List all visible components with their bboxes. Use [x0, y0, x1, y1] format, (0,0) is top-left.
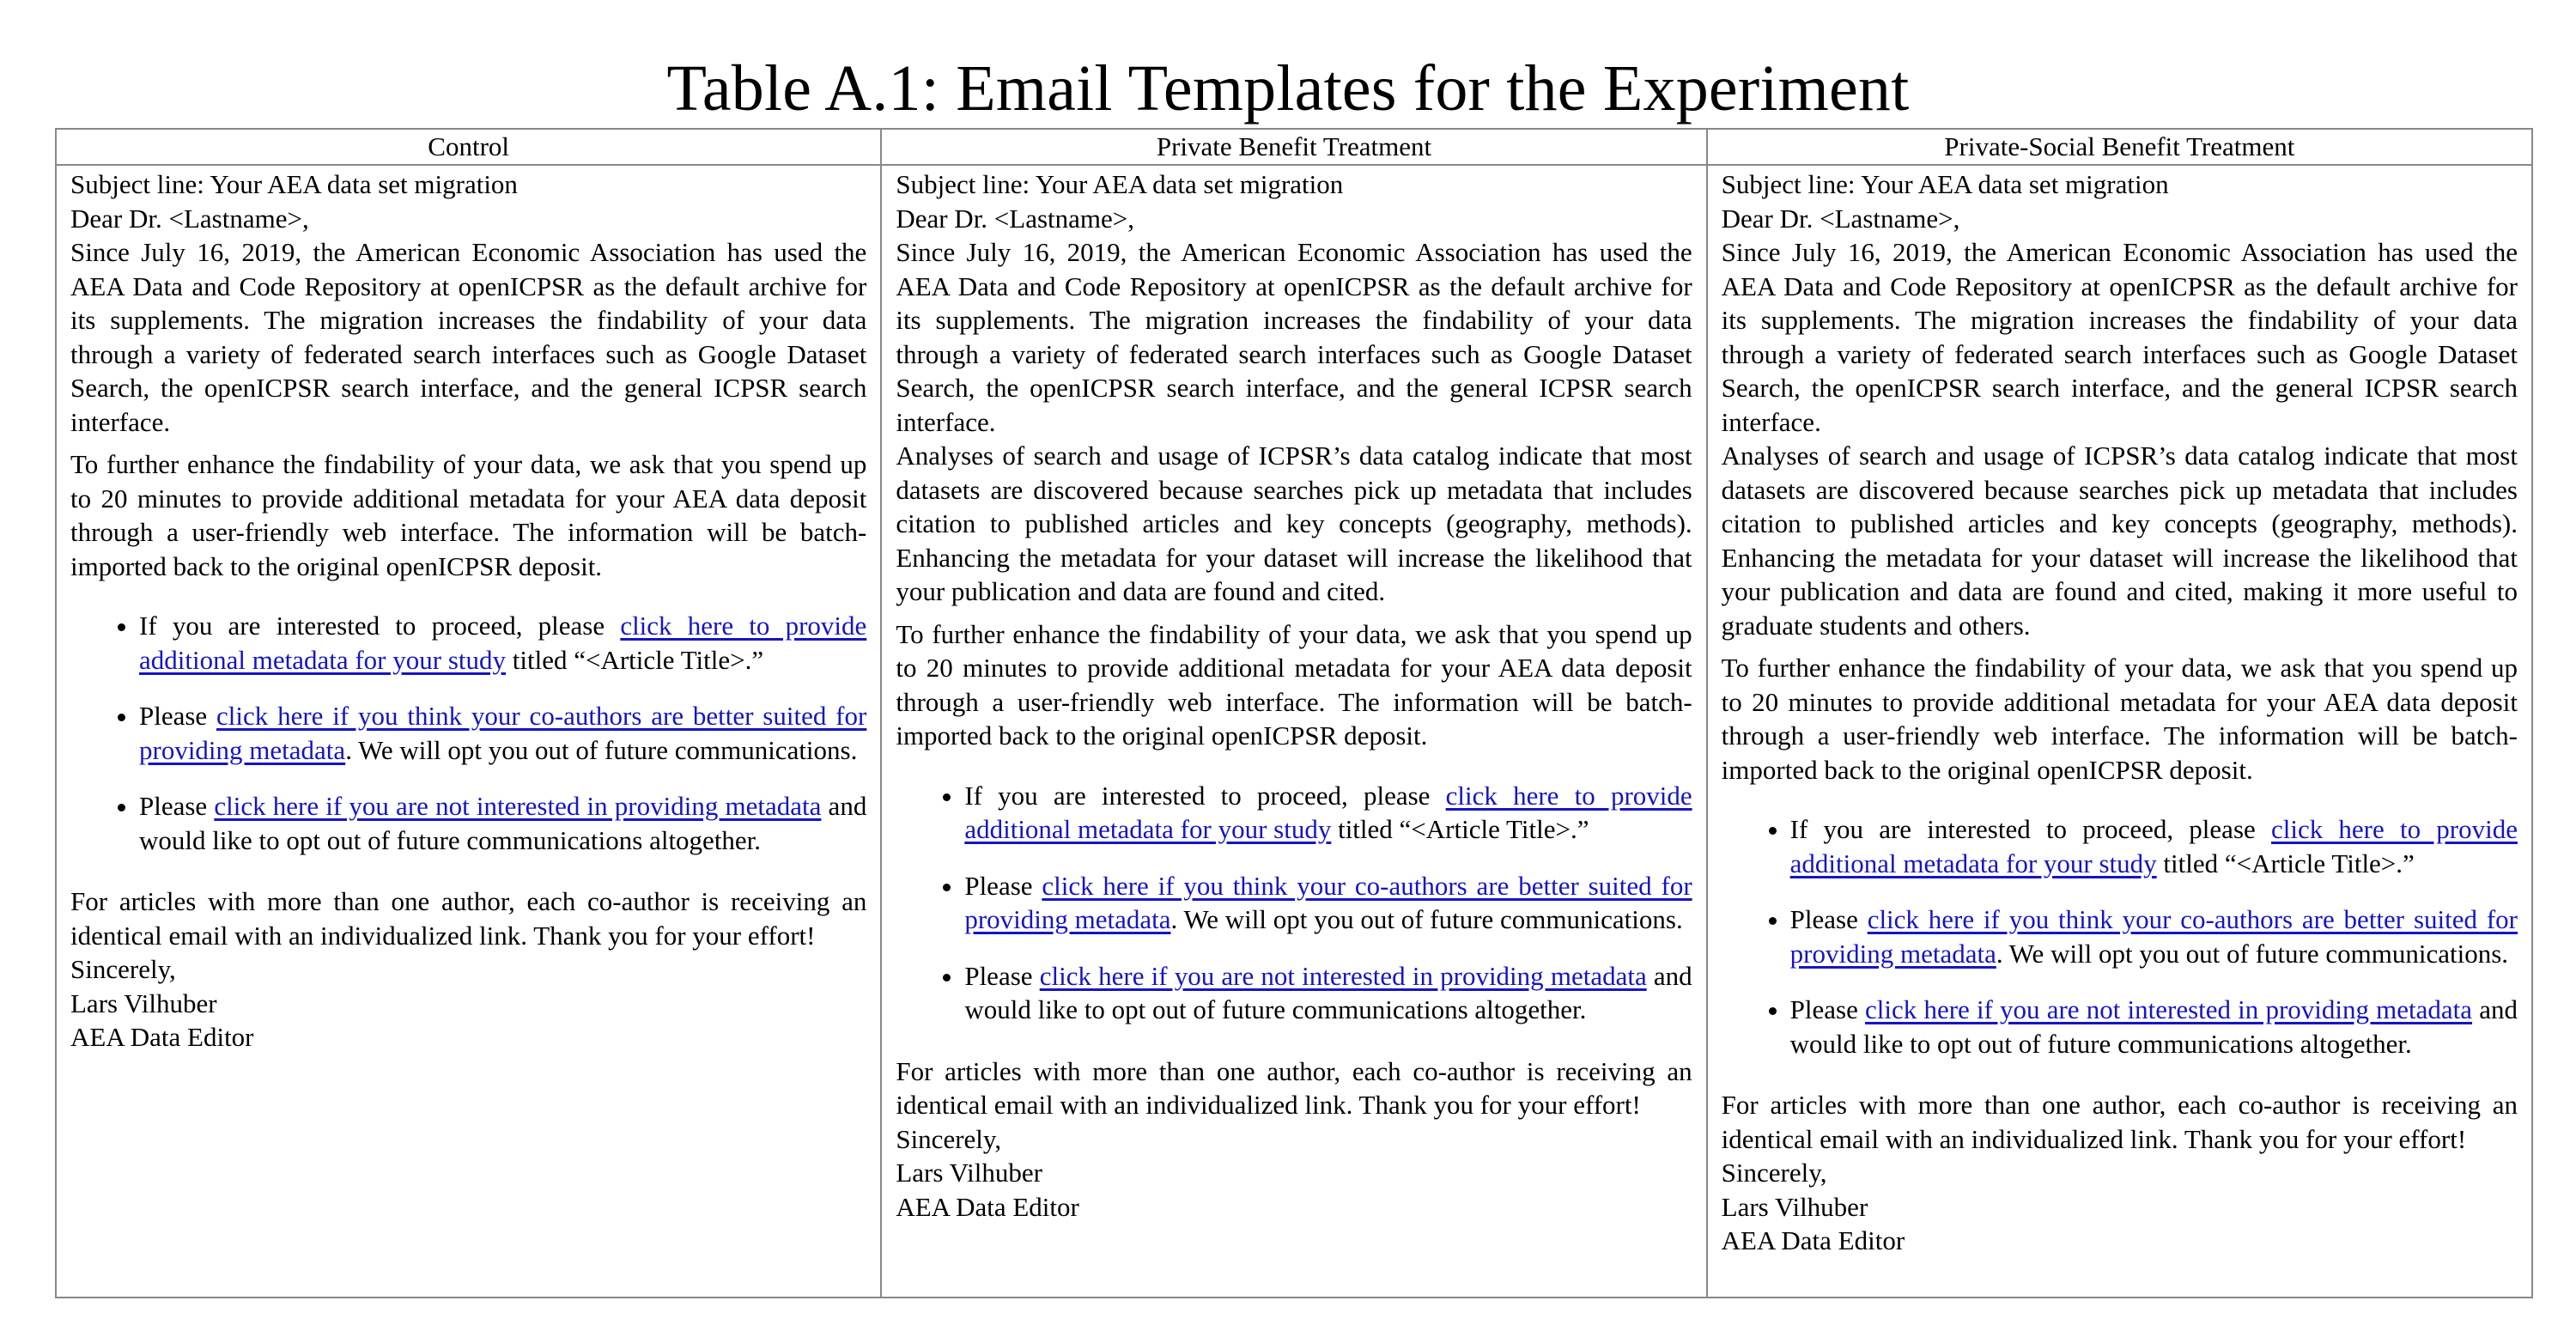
table-title: Table A.1: Email Templates for the Experiment: [666, 52, 1910, 125]
sincerely: Sincerely,: [1721, 1158, 1827, 1188]
signer-role: AEA Data Editor: [70, 1022, 254, 1052]
option-text: titled “<Article Title>.”: [506, 644, 764, 675]
option-text: and would like to opt out of future communications altogether.: [139, 791, 867, 855]
option-text: Please: [139, 791, 215, 821]
option-text: and would like to opt out of future communications altogether.: [1789, 994, 2518, 1059]
option-coauthors: [139, 699, 866, 767]
coauthors-link[interactable]: click here if you think your co-authors are better suited for providing metadata: [964, 870, 1692, 934]
coauthors-link[interactable]: click here if you think your co-authors are better suited for providing metadata: [1789, 904, 2518, 969]
option-text: If you are interested to proceed, please: [964, 780, 1446, 811]
control-email-cell: [57, 166, 880, 1297]
option-opt-out: [964, 959, 1692, 1027]
option-text: . We will opt you out of future communications.: [1170, 904, 1683, 934]
option-opt-out: [139, 789, 866, 857]
option-list: [70, 609, 866, 857]
column-header-private-benefit: Private Benefit Treatment: [880, 130, 1705, 164]
option-text: titled “<Article Title>.”: [2156, 848, 2415, 878]
private-social-benefit-email-cell: [1706, 166, 2531, 1297]
closing-paragraph: For articles with more than one author, each co-author is receiving an identical email with an individualized link. Thank you for your effort!: [70, 886, 867, 951]
email-templates-table: [55, 128, 2533, 1298]
signer-role: AEA Data Editor: [896, 1191, 1079, 1222]
closing-paragraph: For articles with more than one author, each co-author is receiving an identical email with an individualized link. Thank you for your effort!: [896, 1055, 1692, 1120]
option-text: If you are interested to proceed, please: [139, 611, 621, 641]
table-body-row: [57, 166, 2531, 1297]
sincerely: Sincerely,: [70, 954, 176, 984]
signer-name: Lars Vilhuber: [1721, 1191, 1868, 1222]
provide-metadata-link[interactable]: click here to provide additional metadata for your study: [139, 611, 867, 675]
signer-name: Lars Vilhuber: [70, 988, 217, 1018]
signature-block: [70, 884, 866, 1054]
table-header-row: [57, 130, 2531, 166]
column-header-control: Control: [428, 131, 510, 161]
column-header-private-social-benefit: Private-Social Benefit Treatment: [1706, 130, 2531, 164]
option-text: Please: [1789, 904, 1868, 934]
private-benefit-email-cell: [880, 166, 1705, 1297]
option-coauthors: [1790, 903, 2518, 970]
coauthors-link[interactable]: click here if you think your co-authors are better suited for providing metadata: [139, 701, 867, 765]
option-text: Please: [1789, 994, 1866, 1024]
option-provide-metadata: [139, 609, 866, 677]
provide-metadata-link[interactable]: click here to provide additional metadata for your study: [1789, 814, 2518, 878]
request-paragraph: To further enhance the findability of your data, we ask that you spend up to 20 minutes to provide additional metadata for your AEA data deposit through a user-friendly web interface. The information will be batch-imported back to the original openICPSR deposit.: [1721, 653, 2518, 785]
signer-name: Lars Vilhuber: [896, 1158, 1042, 1188]
option-list: [896, 779, 1692, 1027]
option-coauthors: [964, 869, 1692, 937]
intro-paragraph: Since July 16, 2019, the American Economic Association has used the AEA Data and Code Repository at openICPSR as the default archive for its supplements. The migration increases the findability of your data through a variety of federated search interfaces such as Google Dataset Search, the openICPSR search interface, and the general ICPSR search interface.: [1721, 237, 2518, 437]
option-text: Please: [139, 701, 217, 731]
option-text: Please: [964, 870, 1042, 901]
option-text: . We will opt you out of future communications.: [1996, 938, 2509, 969]
sincerely: Sincerely,: [896, 1123, 1002, 1154]
option-text: . We will opt you out of future communications.: [345, 734, 858, 765]
subject-line: Subject line: Your AEA data set migration: [70, 169, 518, 199]
request-paragraph: To further enhance the findability of your data, we ask that you spend up to 20 minutes to provide additional metadata for your AEA data deposit through a user-friendly web interface. The information will be batch-imported back to the original openICPSR deposit.: [70, 449, 867, 581]
intro-paragraph: Since July 16, 2019, the American Economic Association has used the AEA Data and Code Repository at openICPSR as the default archive for its supplements. The migration increases the findability of your data through a variety of federated search interfaces such as Google Dataset Search, the openICPSR search interface, and the general ICPSR search interface.: [70, 237, 867, 437]
signature-block: [1722, 1088, 2518, 1258]
intro-paragraph: Since July 16, 2019, the American Economic Association has used the AEA Data and Code Repository at openICPSR as the default archive for its supplements. The migration increases the findability of your data through a variety of federated search interfaces such as Google Dataset Search, the openICPSR search interface, and the general ICPSR search interface.: [896, 237, 1692, 437]
subject-line: Subject line: Your AEA data set migration: [896, 169, 1344, 199]
closing-paragraph: For articles with more than one author, each co-author is receiving an identical email with an individualized link. Thank you for your effort!: [1721, 1090, 2518, 1154]
option-text: and would like to opt out of future communications altogether.: [964, 960, 1692, 1024]
option-text: Please: [964, 960, 1040, 991]
subject-line: Subject line: Your AEA data set migration: [1721, 169, 2169, 199]
opt-out-link[interactable]: click here if you are not interested in providing metadata: [1865, 994, 2473, 1024]
option-list: [1722, 812, 2518, 1061]
provide-metadata-link[interactable]: click here to provide additional metadata for your study: [964, 780, 1692, 844]
option-text: titled “<Article Title>.”: [1331, 814, 1589, 844]
greeting: Dear Dr. <Lastname>,: [896, 203, 1135, 234]
option-provide-metadata: [964, 779, 1692, 847]
option-text: If you are interested to proceed, please: [1789, 814, 2271, 844]
request-paragraph: To further enhance the findability of your data, we ask that you spend up to 20 minutes to provide additional metadata for your AEA data deposit through a user-friendly web interface. The information will be batch-imported back to the original openICPSR deposit.: [896, 618, 1692, 751]
greeting: Dear Dr. <Lastname>,: [1721, 203, 1960, 234]
option-provide-metadata: [1790, 812, 2518, 880]
opt-out-link[interactable]: click here if you are not interested in providing metadata: [1039, 960, 1647, 991]
option-opt-out: [1790, 993, 2518, 1061]
analysis-paragraph: Analyses of search and usage of ICPSR’s data catalog indicate that most datasets are discovered because searches pick up metadata that includes citation to published articles and key concepts (geography, methods). Enhancing the metadata for your dataset will increase the likelihood that your publication and data are found and cited.: [896, 441, 1692, 606]
analysis-paragraph: Analyses of search and usage of ICPSR’s data catalog indicate that most datasets are discovered because searches pick up metadata that includes citation to published articles and key concepts (geography, methods). Enhancing the metadata for your dataset will increase the likelihood that your publication and data are found and cited, making it more useful to graduate students and others.: [1721, 441, 2518, 641]
signature-block: [896, 1054, 1692, 1225]
opt-out-link[interactable]: click here if you are not interested in providing metadata: [214, 791, 822, 821]
greeting: Dear Dr. <Lastname>,: [70, 203, 309, 234]
signer-role: AEA Data Editor: [1721, 1225, 1905, 1255]
